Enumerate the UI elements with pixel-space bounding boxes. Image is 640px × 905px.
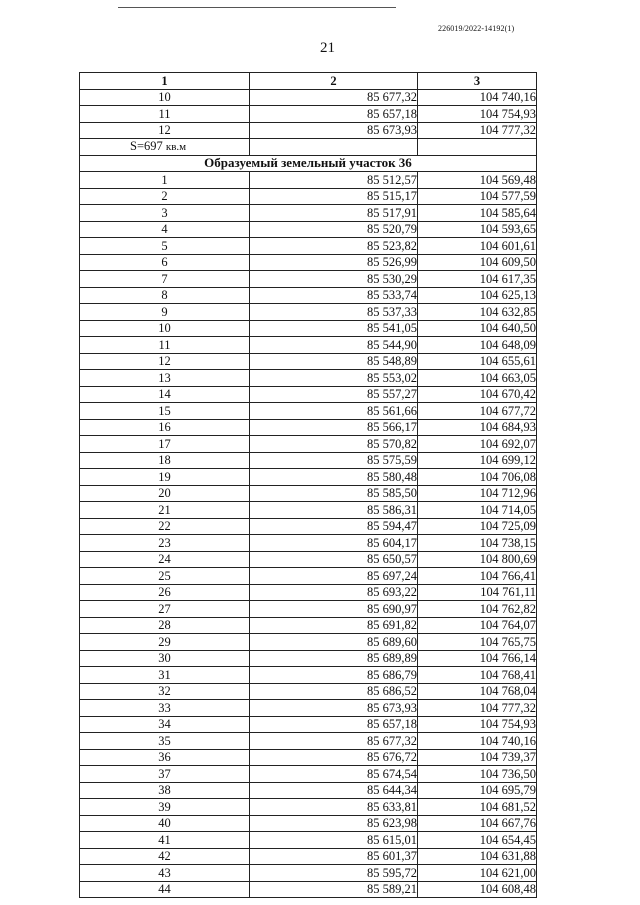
y-coordinate-cell: 104 725,09 bbox=[418, 518, 537, 535]
point-number-cell: 21 bbox=[80, 502, 250, 519]
table-row bbox=[80, 304, 537, 321]
point-number-cell: 40 bbox=[80, 815, 250, 832]
x-coordinate-cell: 85 520,79 bbox=[250, 221, 418, 238]
point-number-cell: 18 bbox=[80, 452, 250, 469]
header-cell-y: 3 bbox=[418, 73, 537, 90]
empty-cell bbox=[418, 139, 537, 156]
y-coordinate-cell: 104 706,08 bbox=[418, 469, 537, 486]
y-coordinate-cell: 104 663,05 bbox=[418, 370, 537, 387]
point-number-cell: 44 bbox=[80, 881, 250, 898]
point-number-cell: 5 bbox=[80, 238, 250, 255]
y-coordinate-cell: 104 739,37 bbox=[418, 749, 537, 766]
section-title: Образуемый земельный участок 36 bbox=[80, 155, 537, 172]
y-coordinate-cell: 104 714,05 bbox=[418, 502, 537, 519]
point-number-cell: 12 bbox=[80, 122, 250, 139]
x-coordinate-cell: 85 676,72 bbox=[250, 749, 418, 766]
table-row bbox=[80, 172, 537, 189]
area-value: S=697 bbox=[130, 139, 163, 154]
x-coordinate-cell: 85 686,79 bbox=[250, 667, 418, 684]
x-coordinate-cell: 85 594,47 bbox=[250, 518, 418, 535]
x-coordinate-cell: 85 697,24 bbox=[250, 568, 418, 585]
table-row bbox=[80, 502, 537, 519]
x-coordinate-cell: 85 570,82 bbox=[250, 436, 418, 453]
point-number-cell: 9 bbox=[80, 304, 250, 321]
y-coordinate-cell: 104 764,07 bbox=[418, 617, 537, 634]
y-coordinate-cell: 104 800,69 bbox=[418, 551, 537, 568]
point-number-cell: 2 bbox=[80, 188, 250, 205]
y-coordinate-cell: 104 768,41 bbox=[418, 667, 537, 684]
empty-cell bbox=[250, 139, 418, 156]
y-coordinate-cell: 104 736,50 bbox=[418, 766, 537, 783]
table-row bbox=[80, 188, 537, 205]
area-row bbox=[80, 139, 537, 156]
point-number-cell: 8 bbox=[80, 287, 250, 304]
header-cell-point: 1 bbox=[80, 73, 250, 90]
point-number-cell: 29 bbox=[80, 634, 250, 651]
table-row bbox=[80, 370, 537, 387]
point-number-cell: 35 bbox=[80, 733, 250, 750]
y-coordinate-cell: 104 569,48 bbox=[418, 172, 537, 189]
point-number-cell: 23 bbox=[80, 535, 250, 552]
coordinates-table bbox=[79, 72, 537, 898]
table-row bbox=[80, 320, 537, 337]
table-row bbox=[80, 601, 537, 618]
x-coordinate-cell: 85 693,22 bbox=[250, 584, 418, 601]
y-coordinate-cell: 104 617,35 bbox=[418, 271, 537, 288]
point-number-cell: 25 bbox=[80, 568, 250, 585]
point-number-cell: 43 bbox=[80, 865, 250, 882]
y-coordinate-cell: 104 762,82 bbox=[418, 601, 537, 618]
x-coordinate-cell: 85 674,54 bbox=[250, 766, 418, 783]
x-coordinate-cell: 85 523,82 bbox=[250, 238, 418, 255]
table-row bbox=[80, 650, 537, 667]
point-number-cell: 37 bbox=[80, 766, 250, 783]
table-row bbox=[80, 716, 537, 733]
y-coordinate-cell: 104 692,07 bbox=[418, 436, 537, 453]
point-number-cell: 16 bbox=[80, 419, 250, 436]
x-coordinate-cell: 85 633,81 bbox=[250, 799, 418, 816]
x-coordinate-cell: 85 544,90 bbox=[250, 337, 418, 354]
x-coordinate-cell: 85 677,32 bbox=[250, 89, 418, 106]
point-number-cell: 28 bbox=[80, 617, 250, 634]
header-cell-x: 2 bbox=[250, 73, 418, 90]
point-number-cell: 26 bbox=[80, 584, 250, 601]
table-row bbox=[80, 238, 537, 255]
y-coordinate-cell: 104 684,93 bbox=[418, 419, 537, 436]
point-number-cell: 36 bbox=[80, 749, 250, 766]
table-row bbox=[80, 799, 537, 816]
point-number-cell: 24 bbox=[80, 551, 250, 568]
y-coordinate-cell: 104 608,48 bbox=[418, 881, 537, 898]
y-coordinate-cell: 104 601,61 bbox=[418, 238, 537, 255]
x-coordinate-cell: 85 566,17 bbox=[250, 419, 418, 436]
table-row bbox=[80, 337, 537, 354]
point-number-cell: 14 bbox=[80, 386, 250, 403]
table-row bbox=[80, 353, 537, 370]
y-coordinate-cell: 104 712,96 bbox=[418, 485, 537, 502]
x-coordinate-cell: 85 548,89 bbox=[250, 353, 418, 370]
point-number-cell: 13 bbox=[80, 370, 250, 387]
y-coordinate-cell: 104 777,32 bbox=[418, 122, 537, 139]
table-row bbox=[80, 700, 537, 717]
point-number-cell: 38 bbox=[80, 782, 250, 799]
point-number-cell: 33 bbox=[80, 700, 250, 717]
table-row bbox=[80, 205, 537, 222]
y-coordinate-cell: 104 593,65 bbox=[418, 221, 537, 238]
x-coordinate-cell: 85 686,52 bbox=[250, 683, 418, 700]
table-row bbox=[80, 881, 537, 898]
x-coordinate-cell: 85 537,33 bbox=[250, 304, 418, 321]
point-number-cell: 30 bbox=[80, 650, 250, 667]
y-coordinate-cell: 104 609,50 bbox=[418, 254, 537, 271]
y-coordinate-cell: 104 766,41 bbox=[418, 568, 537, 585]
y-coordinate-cell: 104 621,00 bbox=[418, 865, 537, 882]
table-row bbox=[80, 106, 537, 123]
table-row bbox=[80, 865, 537, 882]
table-row bbox=[80, 518, 537, 535]
x-coordinate-cell: 85 526,99 bbox=[250, 254, 418, 271]
y-coordinate-cell: 104 761,11 bbox=[418, 584, 537, 601]
table-row bbox=[80, 271, 537, 288]
table-row bbox=[80, 436, 537, 453]
page-number: 21 bbox=[320, 40, 335, 56]
table-row bbox=[80, 832, 537, 849]
table-row bbox=[80, 89, 537, 106]
x-coordinate-cell: 85 589,21 bbox=[250, 881, 418, 898]
table-row bbox=[80, 452, 537, 469]
point-number-cell: 10 bbox=[80, 89, 250, 106]
x-coordinate-cell: 85 595,72 bbox=[250, 865, 418, 882]
table-row bbox=[80, 122, 537, 139]
point-number-cell: 7 bbox=[80, 271, 250, 288]
table-row bbox=[80, 848, 537, 865]
point-number-cell: 11 bbox=[80, 337, 250, 354]
x-coordinate-cell: 85 650,57 bbox=[250, 551, 418, 568]
top-rule bbox=[118, 7, 396, 8]
x-coordinate-cell: 85 657,18 bbox=[250, 716, 418, 733]
table-row bbox=[80, 403, 537, 420]
y-coordinate-cell: 104 631,88 bbox=[418, 848, 537, 865]
y-coordinate-cell: 104 768,04 bbox=[418, 683, 537, 700]
area-unit: кв.м bbox=[165, 141, 187, 154]
table-row bbox=[80, 634, 537, 651]
x-coordinate-cell: 85 586,31 bbox=[250, 502, 418, 519]
point-number-cell: 4 bbox=[80, 221, 250, 238]
y-coordinate-cell: 104 655,61 bbox=[418, 353, 537, 370]
table-row bbox=[80, 667, 537, 684]
table-row bbox=[80, 815, 537, 832]
y-coordinate-cell: 104 754,93 bbox=[418, 106, 537, 123]
x-coordinate-cell: 85 673,93 bbox=[250, 122, 418, 139]
y-coordinate-cell: 104 765,75 bbox=[418, 634, 537, 651]
x-coordinate-cell: 85 580,48 bbox=[250, 469, 418, 486]
point-number-cell: 27 bbox=[80, 601, 250, 618]
point-number-cell: 41 bbox=[80, 832, 250, 849]
x-coordinate-cell: 85 673,93 bbox=[250, 700, 418, 717]
y-coordinate-cell: 104 632,85 bbox=[418, 304, 537, 321]
y-coordinate-cell: 104 699,12 bbox=[418, 452, 537, 469]
y-coordinate-cell: 104 740,16 bbox=[418, 733, 537, 750]
x-coordinate-cell: 85 657,18 bbox=[250, 106, 418, 123]
y-coordinate-cell: 104 585,64 bbox=[418, 205, 537, 222]
x-coordinate-cell: 85 557,27 bbox=[250, 386, 418, 403]
x-coordinate-cell: 85 615,01 bbox=[250, 832, 418, 849]
y-coordinate-cell: 104 654,45 bbox=[418, 832, 537, 849]
x-coordinate-cell: 85 644,34 bbox=[250, 782, 418, 799]
y-coordinate-cell: 104 738,15 bbox=[418, 535, 537, 552]
point-number-cell: 11 bbox=[80, 106, 250, 123]
point-number-cell: 31 bbox=[80, 667, 250, 684]
table-row bbox=[80, 469, 537, 486]
table-row bbox=[80, 782, 537, 799]
y-coordinate-cell: 104 681,52 bbox=[418, 799, 537, 816]
y-coordinate-cell: 104 640,50 bbox=[418, 320, 537, 337]
y-coordinate-cell: 104 677,72 bbox=[418, 403, 537, 420]
table-row bbox=[80, 254, 537, 271]
table-row bbox=[80, 617, 537, 634]
x-coordinate-cell: 85 604,17 bbox=[250, 535, 418, 552]
point-number-cell: 22 bbox=[80, 518, 250, 535]
x-coordinate-cell: 85 601,37 bbox=[250, 848, 418, 865]
table-row bbox=[80, 766, 537, 783]
y-coordinate-cell: 104 777,32 bbox=[418, 700, 537, 717]
x-coordinate-cell: 85 517,91 bbox=[250, 205, 418, 222]
x-coordinate-cell: 85 575,59 bbox=[250, 452, 418, 469]
table-row bbox=[80, 535, 537, 552]
x-coordinate-cell: 85 561,66 bbox=[250, 403, 418, 420]
point-number-cell: 39 bbox=[80, 799, 250, 816]
x-coordinate-cell: 85 677,32 bbox=[250, 733, 418, 750]
x-coordinate-cell: 85 585,50 bbox=[250, 485, 418, 502]
x-coordinate-cell: 85 515,17 bbox=[250, 188, 418, 205]
table-row bbox=[80, 733, 537, 750]
point-number-cell: 6 bbox=[80, 254, 250, 271]
table-row bbox=[80, 683, 537, 700]
y-coordinate-cell: 104 667,76 bbox=[418, 815, 537, 832]
x-coordinate-cell: 85 530,29 bbox=[250, 271, 418, 288]
point-number-cell: 10 bbox=[80, 320, 250, 337]
document-number: 226019/2022-14192(1) bbox=[438, 24, 515, 33]
table-row bbox=[80, 287, 537, 304]
point-number-cell: 1 bbox=[80, 172, 250, 189]
point-number-cell: 20 bbox=[80, 485, 250, 502]
y-coordinate-cell: 104 648,09 bbox=[418, 337, 537, 354]
point-number-cell: 15 bbox=[80, 403, 250, 420]
point-number-cell: 32 bbox=[80, 683, 250, 700]
x-coordinate-cell: 85 689,89 bbox=[250, 650, 418, 667]
x-coordinate-cell: 85 689,60 bbox=[250, 634, 418, 651]
table-header-row bbox=[80, 73, 537, 90]
table-row bbox=[80, 551, 537, 568]
y-coordinate-cell: 104 766,14 bbox=[418, 650, 537, 667]
y-coordinate-cell: 104 577,59 bbox=[418, 188, 537, 205]
x-coordinate-cell: 85 691,82 bbox=[250, 617, 418, 634]
table-row bbox=[80, 221, 537, 238]
y-coordinate-cell: 104 625,13 bbox=[418, 287, 537, 304]
point-number-cell: 3 bbox=[80, 205, 250, 222]
point-number-cell: 19 bbox=[80, 469, 250, 486]
area-cell bbox=[80, 139, 250, 156]
point-number-cell: 34 bbox=[80, 716, 250, 733]
table-row bbox=[80, 568, 537, 585]
table-row bbox=[80, 584, 537, 601]
y-coordinate-cell: 104 740,16 bbox=[418, 89, 537, 106]
y-coordinate-cell: 104 695,79 bbox=[418, 782, 537, 799]
point-number-cell: 42 bbox=[80, 848, 250, 865]
x-coordinate-cell: 85 553,02 bbox=[250, 370, 418, 387]
y-coordinate-cell: 104 754,93 bbox=[418, 716, 537, 733]
x-coordinate-cell: 85 541,05 bbox=[250, 320, 418, 337]
point-number-cell: 17 bbox=[80, 436, 250, 453]
x-coordinate-cell: 85 623,98 bbox=[250, 815, 418, 832]
table-row bbox=[80, 749, 537, 766]
x-coordinate-cell: 85 533,74 bbox=[250, 287, 418, 304]
section-title-row bbox=[80, 155, 537, 172]
table-row bbox=[80, 386, 537, 403]
table-row bbox=[80, 419, 537, 436]
x-coordinate-cell: 85 512,57 bbox=[250, 172, 418, 189]
x-coordinate-cell: 85 690,97 bbox=[250, 601, 418, 618]
y-coordinate-cell: 104 670,42 bbox=[418, 386, 537, 403]
table-row bbox=[80, 485, 537, 502]
point-number-cell: 12 bbox=[80, 353, 250, 370]
